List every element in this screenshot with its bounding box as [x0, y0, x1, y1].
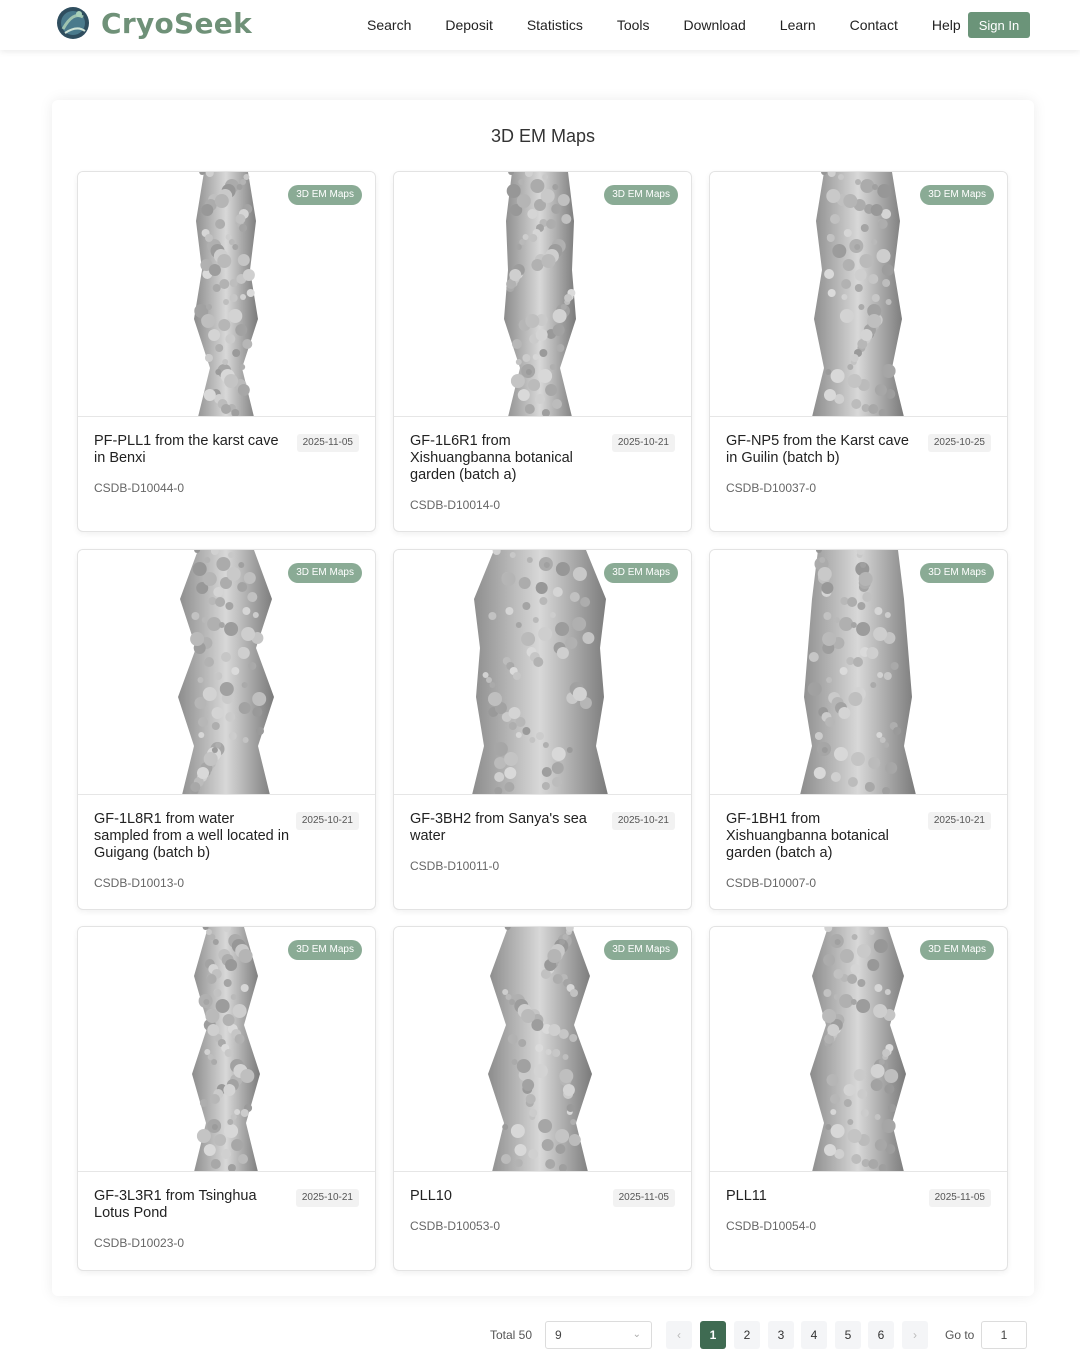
category-badge: 3D EM Maps [920, 563, 994, 583]
entry-id: CSDB-D10037-0 [726, 481, 817, 495]
card-title[interactable]: GF-1L8R1 from water sampled from a well located in Guigang (batch b) [94, 811, 290, 861]
page-button-4[interactable]: 4 [801, 1321, 827, 1349]
card-title[interactable]: GF-1BH1 from Xishuangbanna botanical garden (batch a) [726, 811, 889, 861]
card-title[interactable]: PF-PLL1 from the karst cave in Benxi [94, 433, 279, 466]
page-size-select[interactable] [545, 1321, 652, 1349]
card-body [394, 1172, 691, 1233]
nav-download[interactable]: Download [683, 17, 746, 33]
card-title[interactable]: GF-3BH2 from Sanya's sea water [410, 811, 587, 844]
date-badge: 2025-10-21 [612, 812, 675, 830]
category-badge: 3D EM Maps [604, 563, 678, 583]
card-title[interactable]: GF-3L3R1 from Tsinghua Lotus Pond [94, 1188, 257, 1221]
map-thumbnail[interactable] [394, 550, 691, 795]
date-badge: 2025-10-25 [928, 434, 991, 452]
page-button-6[interactable]: 6 [868, 1321, 894, 1349]
map-thumbnail[interactable] [78, 172, 375, 417]
card-title[interactable]: PLL10 [410, 1188, 452, 1204]
entry-id: CSDB-D10023-0 [94, 1236, 185, 1250]
logo-text: CryoSeek [101, 6, 253, 40]
card-title[interactable]: PLL11 [726, 1188, 767, 1204]
main-nav [350, 0, 978, 50]
card-body [710, 795, 1007, 890]
page-title: 3D EM Maps [490, 126, 596, 146]
nav-tools[interactable]: Tools [616, 17, 650, 33]
entry-id: CSDB-D10054-0 [726, 1219, 817, 1233]
card-body [78, 1172, 375, 1250]
map-card[interactable] [393, 926, 692, 1271]
maps-panel [52, 100, 1034, 1296]
date-badge: 2025-10-21 [296, 812, 359, 830]
card-title[interactable]: GF-NP5 from the Karst cave in Guilin (batch b) [726, 433, 909, 466]
map-thumbnail[interactable] [710, 927, 1007, 1172]
entry-id: CSDB-D10007-0 [726, 876, 817, 890]
nav-search[interactable]: Search [367, 17, 412, 33]
map-card[interactable] [77, 549, 376, 910]
date-badge: 2025-11-05 [297, 434, 359, 452]
map-thumbnail[interactable] [710, 172, 1007, 417]
card-body [710, 417, 1007, 495]
entry-id: CSDB-D10013-0 [94, 876, 185, 890]
date-badge: 2025-10-21 [296, 1189, 359, 1207]
prev-page-button[interactable]: ‹ [666, 1321, 692, 1349]
card-body [394, 417, 691, 512]
nav-learn[interactable]: Learn [779, 17, 816, 33]
goto-page-input[interactable] [981, 1321, 1027, 1349]
nav-deposit[interactable]: Deposit [445, 17, 493, 33]
next-page-button[interactable]: › [902, 1321, 928, 1349]
nav-contact[interactable]: Contact [849, 17, 898, 33]
map-thumbnail[interactable] [394, 927, 691, 1172]
map-card[interactable] [709, 549, 1008, 910]
date-badge: 2025-11-05 [929, 1189, 991, 1207]
map-thumbnail[interactable] [78, 550, 375, 795]
card-body [78, 417, 375, 495]
entry-id: CSDB-D10014-0 [410, 498, 501, 512]
page-button-2[interactable]: 2 [734, 1321, 760, 1349]
cryoseek-logo-icon [55, 5, 91, 41]
category-badge: 3D EM Maps [288, 185, 362, 205]
map-card[interactable] [709, 171, 1008, 532]
date-badge: 2025-10-21 [928, 812, 991, 830]
site-logo[interactable] [55, 5, 252, 41]
chevron-down-icon: ⌄ [632, 1329, 641, 1340]
card-body [710, 1172, 1007, 1233]
map-thumbnail[interactable] [78, 927, 375, 1172]
nav-help[interactable]: Help [931, 17, 961, 33]
map-thumbnail[interactable] [394, 172, 691, 417]
map-card[interactable] [393, 171, 692, 532]
entry-id: CSDB-D10011-0 [410, 859, 500, 873]
category-badge: 3D EM Maps [288, 940, 362, 960]
card-body [394, 795, 691, 873]
page-button-5[interactable]: 5 [835, 1321, 861, 1349]
map-card[interactable] [709, 926, 1008, 1271]
category-badge: 3D EM Maps [920, 185, 994, 205]
nav-statistics[interactable]: Statistics [526, 17, 583, 33]
category-badge: 3D EM Maps [920, 940, 994, 960]
date-badge: 2025-11-05 [613, 1189, 675, 1207]
entry-id: CSDB-D10053-0 [410, 1219, 501, 1233]
date-badge: 2025-10-21 [612, 434, 675, 452]
category-badge: 3D EM Maps [604, 185, 678, 205]
entry-id: CSDB-D10044-0 [94, 481, 185, 495]
goto-label: Go to [945, 1328, 975, 1342]
map-card[interactable] [393, 549, 692, 910]
page-size-value: 9 [555, 1328, 562, 1342]
top-navbar [0, 0, 1080, 50]
map-card[interactable] [77, 926, 376, 1271]
category-badge: 3D EM Maps [604, 940, 678, 960]
page-button-1[interactable]: 1 [700, 1321, 726, 1349]
sign-in-button[interactable]: Sign In [968, 12, 1030, 38]
category-badge: 3D EM Maps [288, 563, 362, 583]
card-title[interactable]: GF-1L6R1 from Xishuangbanna botanical garden (batch a) [410, 433, 573, 483]
map-thumbnail[interactable] [710, 550, 1007, 795]
map-card[interactable] [77, 171, 376, 532]
page-button-3[interactable]: 3 [768, 1321, 794, 1349]
card-body [78, 795, 375, 890]
total-count: Total 50 [490, 1328, 533, 1342]
